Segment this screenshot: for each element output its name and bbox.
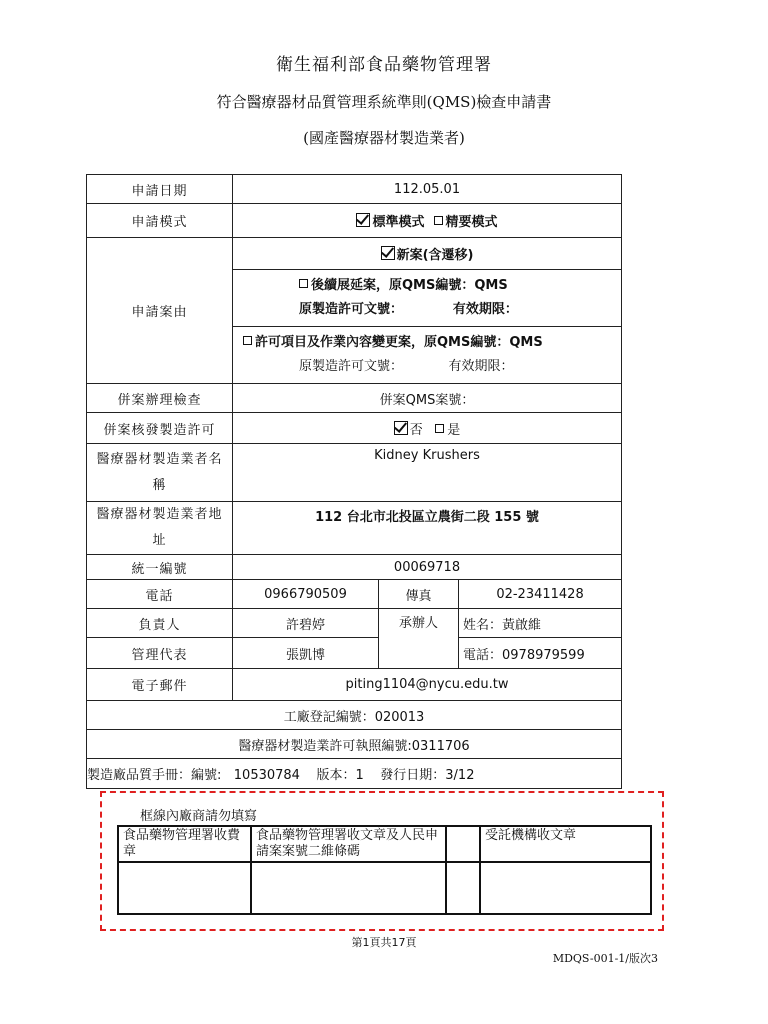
fax-label: 傳真 [379,580,459,609]
mgmt-rep-label: 管理代表 [87,638,233,669]
handler-phone-field[interactable]: 電話：0978979599 [459,638,622,669]
receipt-stamp-area [251,862,446,914]
owner-field[interactable]: 許碧婷 [233,609,379,638]
combined-permit-label: 併案核發製造許可 [87,413,233,444]
factory-registration: 工廠登記編號：020013 [87,701,622,730]
mode-label: 申請模式 [87,204,233,238]
mgmt-rep-field[interactable]: 張凱博 [233,638,379,669]
form-title: 符合醫療器材品質管理系統準則(QMS)檢查申請書 [216,93,552,111]
email-field[interactable]: piting1104@nycu.edu.tw [233,669,622,701]
reason-label: 申請案由 [87,238,233,384]
fax-field[interactable]: 02-23411428 [459,580,622,609]
reason-change-label: 許可項目及作業內容變更案，原QMS編號：QMS [255,335,543,350]
blank-area [446,862,480,914]
tax-id-label: 統一編號 [87,555,233,580]
combined-permit-field [233,413,622,444]
maker-address-label: 醫療器材製造業者地址 [87,502,233,555]
receipt-stamp-label: 食品藥物管理署收文章及人民申請案案號二維條碼 [251,826,446,862]
reason-extension-field [233,270,622,327]
checkbox-yes[interactable] [435,424,444,433]
valid-period-label-2: 有效期限： [448,359,514,374]
apply-date-field[interactable]: 112.05.01 [233,175,622,204]
handler-name-field[interactable]: 姓名：黃啟維 [459,609,622,638]
agency-receipt-label: 受託機構收文章 [480,826,651,862]
blank-cell [446,826,480,862]
office-stamp-table [117,825,652,915]
fee-stamp-label: 食品藥物管理署收費章 [118,826,251,862]
combined-check-label: 併案辦理檢查 [87,384,233,413]
license-number: 醫療器材製造業許可執照編號:0311706 [87,730,622,759]
reason-change-field [233,327,622,384]
combined-case-field[interactable]: 併案QMS案號： [233,384,622,413]
agency-receipt-area [480,862,651,914]
reason-extension-label: 後續展延案，原QMS編號：QMS [311,278,508,293]
application-form-table [86,174,622,789]
orig-permit-label: 原製造許可文號： [299,302,404,317]
checkbox-extension[interactable] [299,279,308,288]
orig-permit-label-2: 原製造許可文號： [299,359,404,374]
form-subtitle: (國產醫療器材製造業者) [303,129,465,147]
opt-yes-label: 是 [447,422,461,438]
apply-date-label: 申請日期 [87,175,233,204]
valid-period-label: 有效期限： [452,302,518,317]
agency-title: 衛生福利部食品藥物管理署 [276,55,492,75]
checkbox-simple-mode[interactable] [434,216,443,225]
checkbox-new-case[interactable] [381,246,395,260]
fee-stamp-area [118,862,251,914]
mode-field [233,204,622,238]
maker-name-label: 醫療器材製造業者名稱 [87,444,233,502]
owner-label: 負責人 [87,609,233,638]
reason-new-label: 新案(含遷移) [396,248,474,263]
phone-label: 電話 [87,580,233,609]
document-code: MDQS-001-1/版次3 [552,952,658,965]
checkbox-standard-mode[interactable] [356,213,370,227]
quality-manual: 製造廠品質手冊：編號: 10530784 版本：1 發行日期：3/12 [87,759,622,789]
mode-simple-label: 精要模式 [445,215,498,230]
checkbox-change[interactable] [243,336,252,345]
maker-name-field[interactable]: Kidney Krushers [233,444,622,502]
tax-id-field[interactable]: 00069718 [233,555,622,580]
maker-address-field[interactable]: 112 台北市北投區立農街二段 155 號 [233,502,622,555]
reason-new-field [233,238,622,270]
opt-no-label: 否 [409,422,423,438]
phone-field[interactable]: 0966790509 [233,580,379,609]
checkbox-no[interactable] [394,421,408,435]
page-number: 第1頁共17頁 [351,936,417,949]
office-use-title: 框線內廠商請勿填寫 [140,809,258,824]
email-label: 電子郵件 [87,669,233,701]
handler-label: 承辦人 [379,609,459,669]
mode-standard-label: 標準模式 [372,215,425,230]
